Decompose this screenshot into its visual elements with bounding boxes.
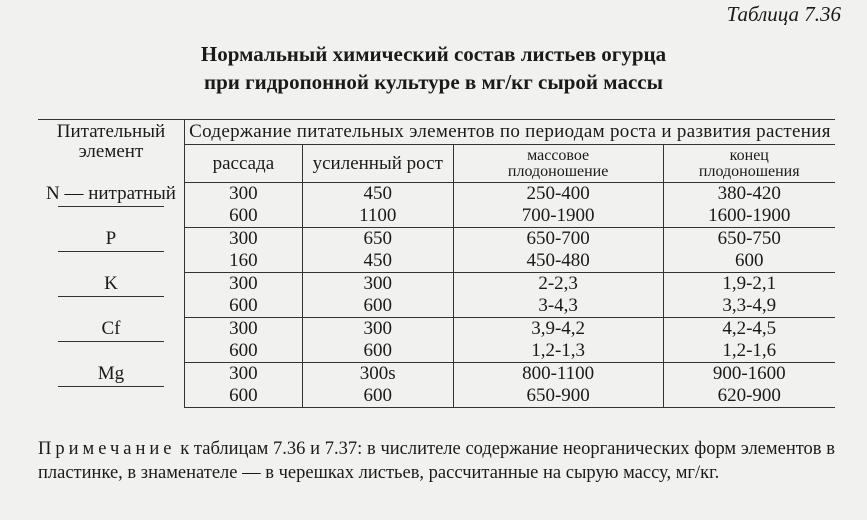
table-note — [38, 437, 835, 485]
table-title — [0, 40, 867, 96]
table-row — [38, 318, 835, 341]
header-element: Питательный элемент — [38, 120, 184, 183]
value-cell: 300 — [184, 183, 302, 206]
value-cell: 650-900 — [453, 385, 663, 408]
fraction-bar — [58, 296, 164, 297]
value-cell: 650-750 — [717, 228, 781, 249]
value-cell: 650-700 — [453, 228, 663, 251]
header-period-seedling: рассада — [184, 145, 302, 183]
value-cell: 600 — [302, 385, 453, 408]
element-name: Cf — [101, 317, 121, 339]
value-cell: 1,2-1,3 — [453, 340, 663, 363]
element-name: N — нитратный — [45, 182, 176, 204]
fraction-bar — [58, 251, 164, 252]
note-text: к таблицам 7.36 и 7.37: в числителе содержание неорганических форм элементов в пластинке, в знаменателе — в черешках листьев, рассчитанные на сырую массу, мг/кг. — [38, 439, 835, 483]
value-cell: 1,2-1,6 — [663, 340, 835, 363]
table-number: Таблица 7.36 — [726, 2, 841, 26]
value-cell: 600 — [184, 340, 302, 363]
value-cell: 300s — [302, 363, 453, 386]
fraction-bar — [58, 206, 164, 207]
table-row — [38, 228, 835, 251]
element-name: K — [104, 272, 118, 294]
value-cell: 380-420 — [717, 183, 781, 204]
element-name-cell — [38, 318, 184, 363]
value-cell: 1100 — [302, 205, 453, 228]
value-cell: 3,3-4,9 — [663, 295, 835, 318]
element-name-cell — [38, 363, 184, 408]
element-name-cell — [38, 183, 184, 228]
value-cell: 600 — [184, 295, 302, 318]
value-cell: 450-480 — [453, 250, 663, 273]
value-cell: 800-1100 — [453, 363, 663, 386]
value-cell: 300 — [302, 318, 453, 341]
value-cell: 3,9-4,2 — [453, 318, 663, 341]
header-period-fruiting: массовое плодоношение — [453, 145, 663, 183]
value-cell: 650 — [302, 228, 453, 251]
value-cell: 300 — [184, 363, 302, 386]
element-name: P — [105, 227, 117, 249]
value-cell: 450 — [302, 183, 453, 206]
value-cell: 620-900 — [663, 385, 835, 408]
fraction-bar — [58, 386, 164, 387]
value-cell: 300 — [184, 228, 302, 251]
table-row — [38, 273, 835, 296]
value-cell: 300 — [302, 273, 453, 296]
header-group: Содержание питательных элементов по периодам роста и развития растения — [184, 120, 835, 145]
nutrient-table — [38, 119, 835, 408]
value-cell: 300 — [184, 273, 302, 296]
value-cell: 300 — [184, 318, 302, 341]
value-cell: 900-1600 — [712, 363, 786, 384]
fraction-bar — [58, 341, 164, 342]
value-cell: 600 — [184, 205, 302, 228]
table-row — [38, 363, 835, 386]
header-period-end: конец плодоношения — [663, 145, 835, 183]
value-cell: 160 — [184, 250, 302, 273]
value-cell: 600 — [184, 385, 302, 408]
value-cell: 1600-1900 — [663, 205, 835, 228]
header-period-growth: усиленный рост — [302, 145, 453, 183]
value-cell: 600 — [663, 250, 835, 273]
value-cell: 250-400 — [453, 183, 663, 206]
table-row — [38, 183, 835, 206]
element-name-cell — [38, 228, 184, 273]
value-cell: 600 — [302, 295, 453, 318]
value-cell: 450 — [302, 250, 453, 273]
value-cell: 3-4,3 — [453, 295, 663, 318]
value-cell: 600 — [302, 340, 453, 363]
value-cell: 1,9-2,1 — [722, 273, 777, 294]
value-cell: 2-2,3 — [453, 273, 663, 296]
note-lead: Примечание — [38, 439, 176, 459]
element-name-cell — [38, 273, 184, 318]
title-line-2: при гидропонной культуре в мг/кг сырой массы — [204, 70, 663, 94]
value-cell: 4,2-4,5 — [722, 318, 777, 339]
element-name: Mg — [97, 362, 125, 384]
title-line-1: Нормальный химический состав листьев огурца — [200, 42, 667, 66]
value-cell: 700-1900 — [453, 205, 663, 228]
